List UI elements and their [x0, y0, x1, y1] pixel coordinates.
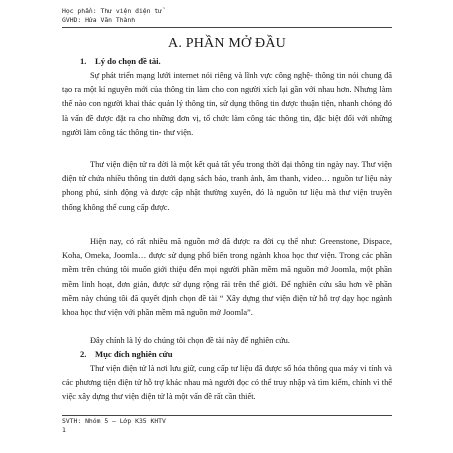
- page-footer: [62, 417, 166, 434]
- section-title: Lý do chọn đề tài.: [95, 56, 161, 66]
- section-number: 1.: [80, 56, 87, 66]
- footer-divider: [62, 415, 392, 416]
- section-number: 2.: [80, 349, 87, 359]
- header-divider: [62, 27, 392, 28]
- page-number: 1: [62, 425, 66, 434]
- footer-author: SVTH: Nhóm 5 – Lớp K35 KHTV: [62, 417, 166, 425]
- header-course: Học phần: Thư viện điện tử: [62, 7, 163, 15]
- paragraph: Đây chính là lý do chúng tôi chọn đề tài này để nghiên cứu.: [90, 336, 290, 345]
- header-instructor: GVHD: Hứa Văn Thành: [62, 15, 136, 24]
- paragraph: Thư viện điện tử ra đời là một kết quả tất yếu trong thời đại thông tin ngày nay. Thư viện điện tử chứa nhiều thông tin dưới dạng sách báo, tranh ảnh, âm thanh, video… nguồn tư liệu này phong phú, sinh động và được cập nhật thường xuyên, đó là nguồn tư liệu mà thư viện truyền thống không thể cung cấp được.: [62, 160, 392, 212]
- paragraph: Sự phát triển mạng lưới internet nói riêng và lĩnh vực công nghệ- thông tin nói chung đã tạo ra một kỉ nguyên mới của thông tin làm cho con người xích lại gần với nhau hơn. Nhưng làm thế nào con người khai thác quản lý thông tin, sử dụng thông tin được thuận tiện, nhanh chóng đó là vấn đề được đặt ra cho những đơn vị, tổ chức làm công tác thông tin, đặc biệt đối với những người làm công tác thông tin- thư viện.: [62, 71, 392, 137]
- page-title: A. PHẦN MỞ ĐẦU: [168, 36, 286, 51]
- paragraph: Hiện nay, có rất nhiều mã nguồn mở đã được ra đời cụ thể như: Greenstone, Dispace, Koha, Omeka, Joomla… được sử dụng phổ biến trong ngành khoa học thư viện. Trong các phần mềm trên chúng tôi muốn giới thiệu đến mọi người phần mềm mã nguồn mở Joomla, một phần mềm linh hoạt, đơn giản, được sử dụng rộng rãi trên thế giới. Để nghiên cứu sâu hơn về phần mềm này chúng tôi đã quyết định chọn đề tài “ Xây dựng thư viện điện tử hỗ trợ dạy học ngành khoa học thư viện với phần mềm mã nguồn mở Joomla”.: [62, 237, 392, 318]
- page-header: [62, 7, 162, 24]
- section-heading-reason: [80, 56, 161, 67]
- paragraph: Thư viện điện tử là nơi lưu giữ, cung cấp tư liệu đã được số hóa thông qua máy vi tính và các phương tiện điện tử hỗ trợ khác nhau mà người đọc có thể truy nhập và tìm kiếm, chính vì thế việc xây dựng thư viện điện tử là một vấn đề rất cần thiết.: [62, 364, 392, 402]
- section-title: Mục đích nghiên cứu: [95, 349, 173, 359]
- section-heading-purpose: [80, 349, 173, 360]
